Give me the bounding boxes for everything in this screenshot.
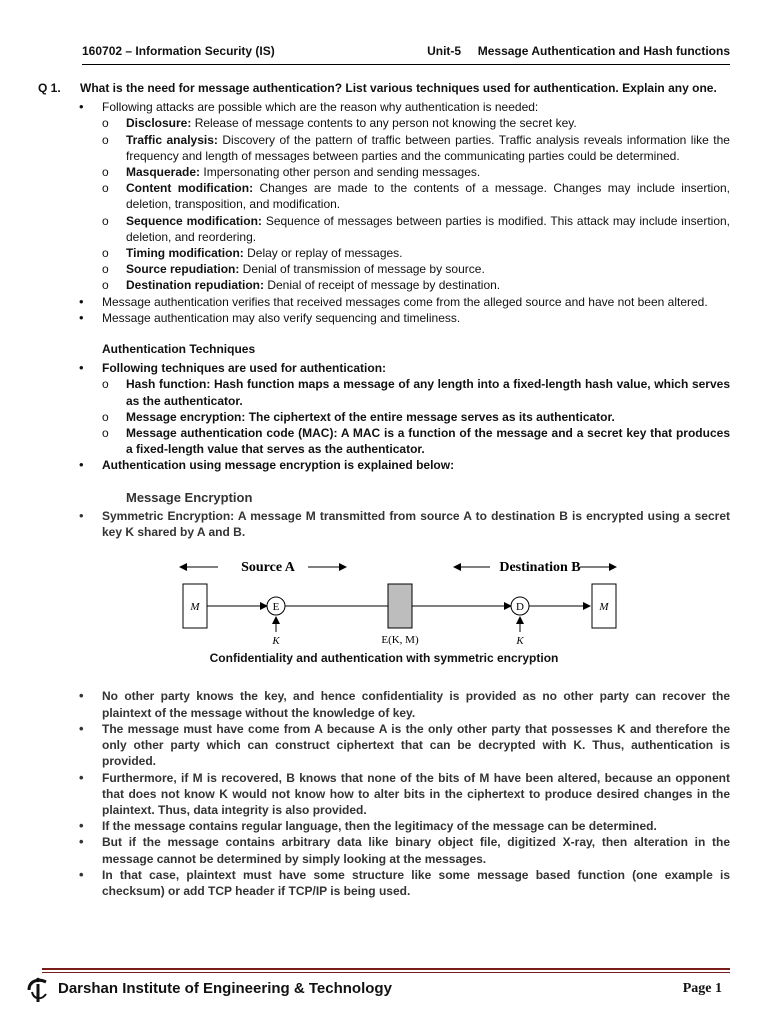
techniques-list (38, 360, 730, 473)
list-item (126, 409, 730, 425)
d-node-label: D (516, 601, 524, 614)
answer-list (38, 99, 730, 326)
technique-desc: Hash function maps a message of any length into a fixed-length hash value, which serves as the authenticator. (126, 377, 730, 408)
list-item (102, 508, 730, 540)
list-item (126, 213, 730, 245)
attack-desc: Release of message contents to any person not knowing the secret key. (191, 116, 577, 131)
list-item (102, 867, 730, 899)
verify-text: Message authentication verifies that received messages come from the alleged source and have not been altered. (102, 294, 708, 309)
ciphertext-box (388, 584, 412, 628)
list-item (126, 376, 730, 408)
question-1 (38, 80, 730, 96)
ciphertext-label: E(K, M) (381, 634, 419, 647)
figure-caption: Confidentiality and authentication with symmetric encryption (209, 651, 559, 666)
list-item (102, 99, 730, 293)
technique-term: Message authentication code (MAC): (126, 426, 338, 441)
e-node-label: E (272, 601, 280, 614)
list-item (126, 180, 730, 212)
point-text: No other party knows the key, and hence confidentiality is provided as no other party can recover the plaintext of the message without the knowledge of key. (102, 689, 730, 720)
technique-term: Hash function: (126, 377, 211, 392)
source-label: Source A (241, 560, 295, 576)
techniques-intro: Following techniques are used for authentication: (102, 361, 387, 376)
list-item (102, 721, 730, 770)
institute-name: Darshan Institute of Engineering & Technology (58, 980, 392, 997)
list-item (102, 457, 730, 473)
list-item (102, 770, 730, 819)
attack-desc: Delay or replay of messages. (243, 246, 403, 261)
attack-desc: Denial of transmission of message by source. (239, 262, 485, 277)
document-body (38, 80, 730, 899)
symmetric-list (38, 508, 730, 540)
encryption-heading: Message Encryption (126, 489, 253, 505)
attack-term: Sequence modification: (126, 213, 262, 228)
list-item (102, 294, 730, 310)
attack-desc: Denial of receipt of message by destination. (264, 278, 501, 293)
k-right-label: K (516, 635, 524, 648)
attack-desc: Sequence of messages between parties is modified. This attack may include insertion, deletion, and reordering. (126, 213, 730, 244)
m-left-label: M (190, 601, 200, 614)
question-number: Q 1. (38, 81, 61, 95)
attack-term: Destination repudiation: (126, 278, 264, 293)
footer-divider (42, 968, 730, 970)
m-right-label: M (599, 601, 609, 614)
list-item (102, 360, 730, 457)
unit-title: Unit-5 Message Authentication and Hash functions (427, 44, 730, 58)
attack-term: Traffic analysis: (126, 132, 218, 147)
techniques-outro: Authentication using message encryption is explained below: (102, 458, 455, 473)
technique-term: Message encryption: (126, 409, 246, 424)
list-item (126, 115, 730, 131)
page-header (82, 44, 730, 62)
techniques-heading: Authentication Techniques (102, 342, 256, 357)
page-number: Page 1 (682, 981, 722, 996)
course-title: 160702 – Information Security (IS) (82, 44, 275, 58)
technique-desc: A MAC is a function of the message and a secret key that produces a fixed-length value that serves as the authenticator. (126, 426, 730, 457)
list-item (126, 245, 730, 261)
list-item (126, 425, 730, 457)
attack-term: Content modification: (126, 181, 254, 196)
list-item (102, 688, 730, 720)
list-item (126, 164, 730, 180)
sequence-text: Message authentication may also verify sequencing and timeliness. (102, 310, 461, 325)
list-item (102, 834, 730, 866)
dest-label: Destination B (499, 560, 581, 576)
list-item (126, 261, 730, 277)
attack-term: Source repudiation: (126, 262, 240, 277)
techniques-sublist (102, 376, 730, 457)
symmetric-encryption-diagram (178, 552, 628, 648)
technique-desc: The ciphertext of the entire message serves as its authenticator. (245, 409, 615, 424)
list-item (126, 277, 730, 293)
point-text: In that case, plaintext must have some structure like some message based function (one example is checksum) or add TCP header if TCP/IP is being used. (102, 867, 730, 898)
k-left-label: K (272, 635, 280, 648)
list-item (102, 818, 730, 834)
institute-logo-icon (26, 974, 50, 1004)
attack-term: Timing modification: (126, 246, 244, 261)
attack-term: Masquerade: (126, 165, 201, 180)
header-divider (82, 64, 730, 65)
attacks-list (102, 115, 730, 293)
footer-divider-thin (42, 972, 730, 973)
attack-term: Disclosure: (126, 116, 192, 131)
symmetric-term: Symmetric Encryption: (102, 508, 235, 523)
attack-desc: Impersonating other person and sending messages. (200, 165, 481, 180)
attacks-intro: Following attacks are possible which are the reason why authentication is needed: (102, 100, 539, 115)
encryption-figure (38, 552, 730, 648)
encryption-points (38, 688, 730, 899)
attack-desc: Discovery of the pattern of traffic between parties. Traffic analysis reveals information like the frequency and length of messages between parties and the communicating parties could be determined. (126, 132, 730, 163)
list-item (102, 310, 730, 326)
point-text: The message must have come from A because A is the only other party that possesses K and therefore the only other party which can construct ciphertext that can be decrypted with K. Thus, authentication is provided. (102, 721, 730, 769)
list-item (126, 132, 730, 164)
symmetric-desc: A message M transmitted from source A to destination B is encrypted using a secret key K shared by A and B. (102, 508, 730, 540)
question-text: What is the need for message authentication? List various techniques used for authentication. Explain any one. (80, 81, 717, 95)
point-text: But if the message contains arbitrary data like binary object file, digitized X-ray, then alteration in the message cannot be determined by simply looking at the messages. (102, 835, 730, 866)
point-text: Furthermore, if M is recovered, B knows that none of the bits of M have been altered, because an opponent that does not know K would not know how to alter bits in the ciphertext to produce desired changes in the plaintext. Thus, data integrity is also provided. (102, 770, 730, 817)
attack-desc: Changes are made to the contents of a message. Changes may include insertion, deletion, transposition, and modification. (126, 181, 730, 212)
point-text: If the message contains regular language, then the legitimacy of the message can be determined. (102, 819, 657, 834)
